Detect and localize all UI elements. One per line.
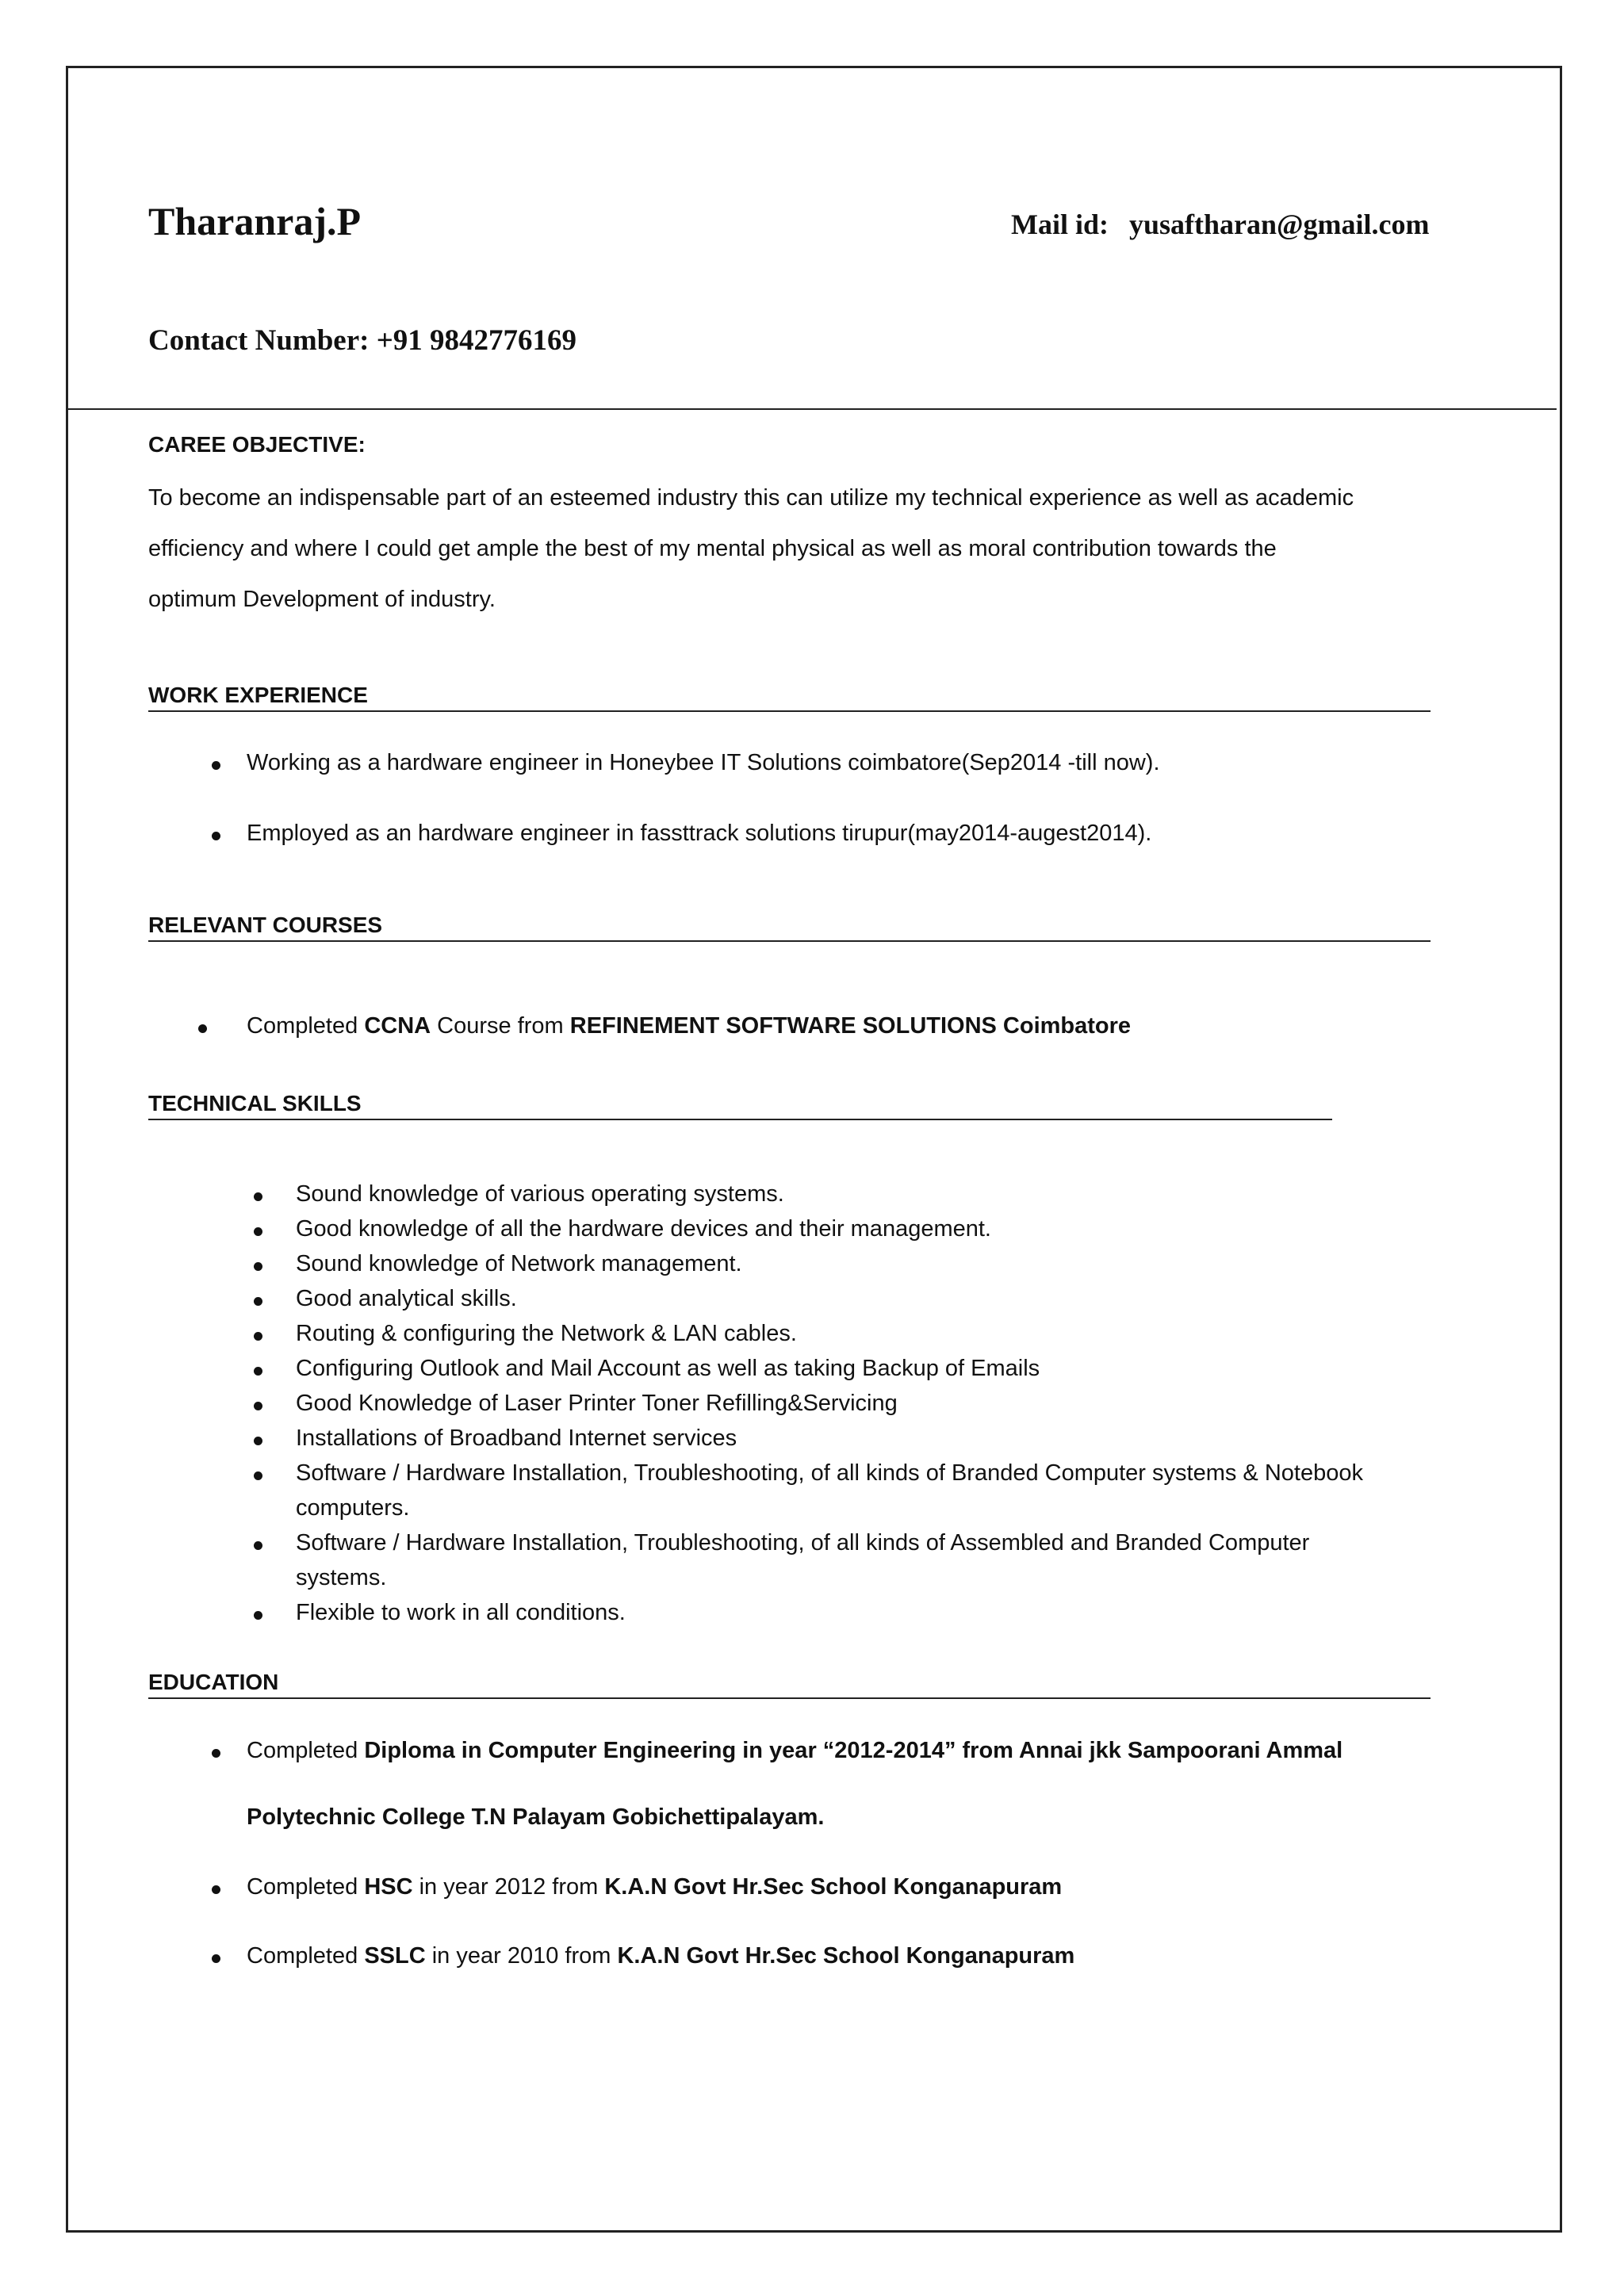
skill-item-continuation: systems.	[296, 1565, 387, 1590]
skill-item: Installations of Broadband Internet services	[296, 1425, 737, 1451]
mail-line	[1011, 208, 1429, 241]
work-heading-rule	[148, 710, 1431, 712]
bullet-icon	[254, 1262, 262, 1271]
objective-line: optimum Development of industry.	[148, 587, 496, 612]
objective-line: To become an indispensable part of an esteemed industry this can utilize my technical experience as well as academic	[148, 485, 1354, 511]
courses-heading-rule	[148, 940, 1431, 942]
bullet-icon	[212, 1749, 220, 1758]
contact-number: Contact Number: +91 9842776169	[148, 324, 577, 357]
bullet-icon	[254, 1192, 262, 1201]
courses-heading: RELEVANT COURSES	[148, 913, 383, 937]
objective-paragraph	[148, 473, 1480, 625]
skill-item: Configuring Outlook and Mail Account as well as taking Backup of Emails	[296, 1356, 1040, 1381]
skill-item: Software / Hardware Installation, Troubleshooting, of all kinds of Branded Computer systems & Notebook	[296, 1460, 1363, 1486]
skill-item: Software / Hardware Installation, Troubleshooting, of all kinds of Assembled and Branded Computer	[296, 1530, 1310, 1556]
header-divider	[67, 408, 1557, 410]
mail-label: Mail id:	[1011, 209, 1109, 240]
bullet-icon	[254, 1367, 262, 1376]
education-item-sslc: Completed SSLC in year 2010 from K.A.N Govt Hr.Sec School Konganapuram	[247, 1943, 1075, 1969]
bullet-icon	[254, 1611, 262, 1620]
skill-item: Routing & configuring the Network & LAN cables.	[296, 1321, 797, 1346]
course-institute: REFINEMENT SOFTWARE SOLUTIONS Coimbatore	[569, 1013, 1132, 1039]
education-item-diploma-continuation: Polytechnic College T.N Palayam Gobichettipalayam.	[247, 1804, 825, 1830]
mail-address[interactable]: yusaftharan@gmail.com	[1129, 209, 1430, 240]
candidate-name: Tharanraj.P	[148, 199, 362, 243]
skill-item: Good analytical skills.	[296, 1286, 517, 1311]
objective-heading: CAREE OBJECTIVE:	[148, 432, 366, 457]
education-item-hsc: Completed HSC in year 2012 from K.A.N Govt Hr.Sec School Konganapuram	[247, 1874, 1063, 1900]
bullet-icon	[254, 1332, 262, 1341]
skill-item: Sound knowledge of Network management.	[296, 1251, 742, 1276]
objective-line: efficiency and where I could get ample the best of my mental physical as well as moral contribution towards the	[148, 536, 1277, 561]
bullet-icon	[254, 1297, 262, 1306]
education-heading-rule	[148, 1697, 1431, 1699]
bullet-icon	[212, 832, 220, 840]
bullet-icon	[198, 1024, 207, 1033]
course-item: Completed CCNA Course from REFINEMENT SOFTWARE SOLUTIONS Coimbatore	[247, 1013, 1132, 1039]
page-border	[66, 66, 1562, 2233]
skill-item-continuation: computers.	[296, 1495, 410, 1521]
skill-item: Flexible to work in all conditions.	[296, 1600, 626, 1625]
education-item-diploma: Completed Diploma in Computer Engineering in year “2012-2014” from Annai jkk Sampoorani Ammal	[247, 1738, 1343, 1763]
skill-item: Good knowledge of all the hardware devices and their management.	[296, 1216, 991, 1242]
bullet-icon	[212, 1954, 220, 1963]
work-item: Employed as an hardware engineer in fassttrack solutions tirupur(may2014-augest2014).	[247, 821, 1152, 846]
course-name: CCNA	[364, 1013, 431, 1039]
work-item: Working as a hardware engineer in Honeybee IT Solutions coimbatore(Sep2014 -till now).	[247, 750, 1160, 775]
skill-item: Sound knowledge of various operating systems.	[296, 1181, 784, 1207]
work-heading: WORK EXPERIENCE	[148, 683, 368, 707]
bullet-icon	[212, 1885, 220, 1894]
skills-heading: TECHNICAL SKILLS	[148, 1091, 362, 1115]
skills-heading-rule	[148, 1119, 1332, 1120]
education-heading: EDUCATION	[148, 1670, 279, 1694]
bullet-icon	[254, 1541, 262, 1550]
bullet-icon	[254, 1471, 262, 1480]
bullet-icon	[254, 1437, 262, 1445]
bullet-icon	[254, 1227, 262, 1236]
skill-item: Good Knowledge of Laser Printer Toner Refilling&Servicing	[296, 1391, 898, 1416]
bullet-icon	[254, 1402, 262, 1410]
bullet-icon	[212, 761, 220, 770]
